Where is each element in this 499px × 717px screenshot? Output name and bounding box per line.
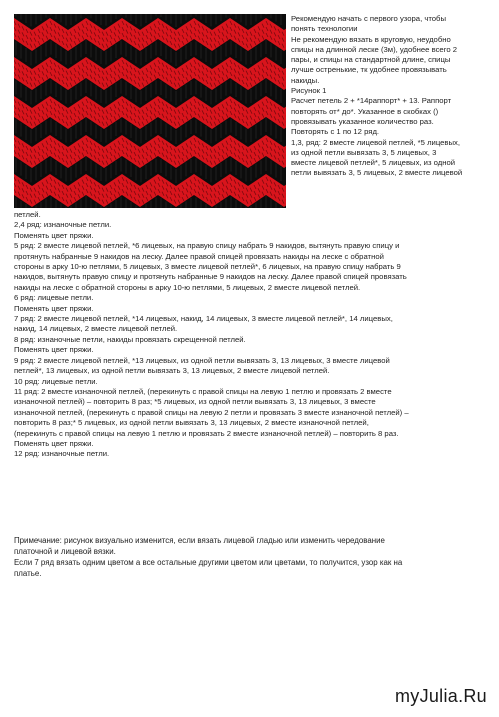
instruction-line: Поменять цвет пряжи. [14, 303, 94, 313]
instruction-line: Поменять цвет пряжи. [14, 438, 94, 448]
instruction-line: 7 ряд: 2 вместе лицевой петлей, *14 лицевых, накид, 14 лицевых, 3 вместе лицевой петлей*, 14 лицевых, [14, 314, 393, 324]
side-text-line: провязывать указанное количество раз. [291, 116, 434, 126]
side-text-line: Расчет петель 2 + *14раппорт* + 13. Раппорт [291, 96, 452, 106]
instruction-line: (перекинуть с правой спицы на левую 1 петлю и провязать 2 вместе изнаночной петлей) – повторить 8 раз. [14, 428, 399, 438]
side-text-line: 1,3, ряд: 2 вместе лицевой петлей, *5 лицевых, [291, 137, 461, 147]
side-text-line: из одной петли вывязать 3, 5 лицевых, 3 [291, 147, 437, 157]
instruction-line: Поменять цвет пряжи. [14, 230, 94, 240]
instruction-line: протянуть набранные 9 накидов на леску. Далее правой спицей провязать накиды на леске с обратной [14, 251, 384, 261]
instruction-line: накид, 14 лицевых, 2 вместе лицевой петлей. [14, 324, 178, 334]
side-text-line: накиды. [291, 75, 320, 85]
instruction-line: 8 ряд: изнаночные петли, накиды провязать скрещенной петлей. [14, 334, 246, 344]
side-text-line: повторять от* до*. Указанное в скобках () [291, 106, 439, 116]
side-text-line: пары, и спицы на стандартной длине, спицы [291, 55, 451, 65]
instruction-line: 2,4 ряд: изнаночные петли. [14, 220, 112, 230]
instruction-line: накидов, вытянуть правую спицу и протянуть набранные 9 накидов на леску. Далее правой спицей провязать [14, 272, 407, 282]
instruction-line: Поменять цвет пряжи. [14, 345, 94, 355]
note-line: Если 7 ряд вязать одним цветом а все остальные другими цветом или цветами, то получится, узор как на [14, 558, 403, 567]
instruction-line: стороны в арку 10-ю петлями, 5 лицевых, 3 вместе лицевой петлей*, 6 лицевых, на правую спицу набрать 9 [14, 262, 401, 272]
side-text-line: вместе лицевой петлей*, 5 лицевых, из одной [291, 158, 456, 168]
instruction-line: петлей*, 13 лицевых, из одной петли вывязать 3, 13 лицевых, 2 вместе лицевой петлей. [14, 366, 330, 376]
note-line: платье. [14, 569, 42, 578]
side-text-line: Повторять с 1 по 12 ряд. [291, 127, 380, 137]
instruction-line: петлей. [14, 210, 41, 219]
instruction-line: накиды на леске с обратной стороны в арку 10-ю петлями, 5 лицевых, 2 вместе лицевой петлей. [14, 282, 361, 292]
pattern-note [14, 535, 484, 579]
note-line: Примечание: рисунок визуально изменится, если вязать лицевой гладью или изменить чередование [14, 536, 385, 545]
knitted-swatch-photo [14, 14, 286, 208]
side-text-line: спицы на длинной леске (3м), удобнее всего 2 [291, 44, 458, 54]
instruction-line: 5 ряд: 2 вместе лицевой петлей, *6 лицевых, на правую спицу набрать 9 накидов, вытянуть правую спицу и [14, 241, 400, 251]
site-logo: myJulia.Ru [394, 686, 487, 706]
instruction-line: 9 ряд: 2 вместе лицевой петлей, *13 лицевых, из одной петли вывязать 3, 13 лицевых, 3 вместе лицевой [14, 355, 390, 365]
instruction-line: изнаночной петлей) – повторить 8 раз; *5 лицевых, из одной петли вывязать 3, 13 лицевых, 3 вместе [14, 397, 376, 407]
note-line: платочной и лицевой вязки. [14, 547, 116, 556]
side-text-line: Рисунок 1 [291, 86, 327, 96]
side-text-line: лучше остренькие, тк удобнее провязывать [291, 65, 447, 75]
side-text-line: понять технологии [291, 24, 358, 34]
instruction-line: изнаночной петлей, (перекинуть с правой спицы на левую 2 петли и провязать 3 вместе изнаночной петлей) – [14, 407, 409, 417]
instruction-line: повторить 8 раз;* 5 лицевых, из одной петли вывязать 3, 13 лицевых, 2 вместе изнаночной петлей, [14, 418, 369, 428]
instruction-line: 12 ряд: изнаночные петли. [14, 449, 110, 459]
side-text-column [291, 14, 496, 179]
side-text-line: Не рекомендую вязать в круговую, неудобно [291, 34, 451, 44]
instruction-line: 6 ряд: лицевые петли. [14, 293, 94, 303]
instruction-line: 10 ряд: лицевые петли. [14, 376, 98, 386]
side-text-line: петли вывязать 3, 5 лицевых, 2 вместе лицевой [291, 168, 463, 178]
side-text-line: Рекомендую начать с первого узора, чтобы [291, 14, 446, 23]
instruction-line: 11 ряд: 2 вместе изнаночной петлей, (перекинуть с правой спицы на левую 1 петлю и провязать 2 вместе [14, 386, 392, 396]
pattern-instructions [14, 210, 494, 460]
